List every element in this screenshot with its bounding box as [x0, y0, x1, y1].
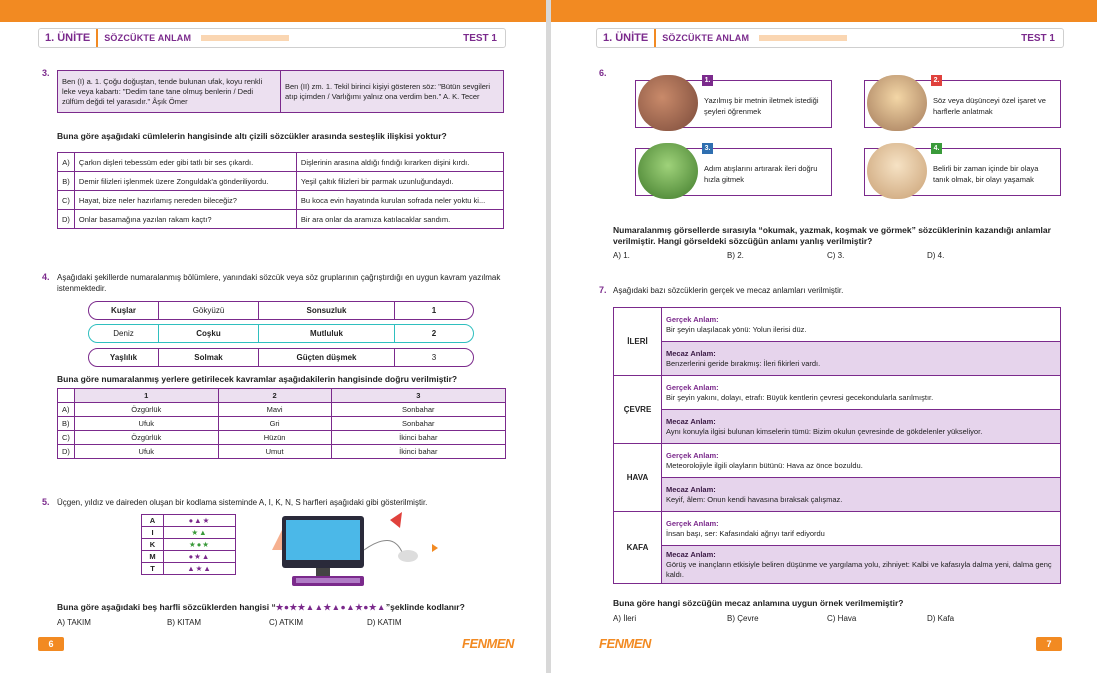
question-intro: Aşağıdaki bazı sözcüklerin gerçek ve mecaz anlamları verilmiştir. [613, 286, 844, 295]
pill-word: Güçten düşmek [259, 349, 395, 366]
question-stem: Buna göre numaralanmış yerlere getirilecek kavramlar aşağıdakilerin hangisinde doğru verilmiştir? [57, 374, 458, 384]
test-label: TEST 1 [1021, 32, 1055, 44]
page-number: 7 [1036, 637, 1062, 651]
option-sentence-b: Dişlerinin arasına aldığı fındığı kırarken dişini kırdı. [296, 153, 503, 172]
question-number: 3. [42, 68, 50, 78]
question-number: 5. [42, 497, 50, 507]
card-number: 2. [931, 75, 942, 86]
answer-option[interactable]: B) Çevre [727, 614, 759, 623]
pill-number: 2 [431, 329, 437, 338]
question-intro: Aşağıdaki şekillerde numaralanmış bölümlere, yanındaki sözcük veya söz gruplarının çağrıştırdığı en uygun kavram yazılmak istenmektedir. [57, 273, 501, 293]
figurative-meaning-cell [662, 546, 1061, 584]
page-number: 6 [38, 637, 64, 651]
page-header [38, 28, 506, 48]
option-cell: Ufuk [74, 417, 218, 431]
option-cell: Sonbahar [331, 417, 505, 431]
header-stripe [759, 35, 1011, 41]
code-symbols: ▲★▲ [164, 563, 236, 575]
left-page [0, 0, 546, 673]
definition-table [57, 70, 504, 113]
code-letter: K [142, 539, 164, 551]
option-label: B) [58, 417, 75, 431]
unit-label: 1. ÜNİTE [39, 29, 98, 47]
option-cell: Mavi [218, 403, 331, 417]
code-letter: T [142, 563, 164, 575]
answer-choices [613, 251, 1027, 260]
pill-word: Kuşlar [89, 302, 159, 319]
answer-option[interactable]: C) 3. [827, 251, 845, 260]
option-sentence-a: Onlar basamağına yazılan rakam kaçtı? [74, 210, 296, 229]
answer-option[interactable]: C) ATKIM [269, 618, 304, 627]
publisher-logo: FENMEN [599, 636, 651, 651]
figurative-meaning-cell [662, 342, 1061, 376]
test-label: TEST 1 [463, 32, 497, 44]
concept-pill-2 [88, 324, 474, 343]
pill-word: Sonsuzluk [259, 302, 395, 319]
option-label: D) [58, 445, 75, 459]
literal-title: Gerçek Anlam: [666, 314, 719, 324]
image-card-2 [864, 77, 1061, 128]
option-label: A) [58, 153, 75, 172]
figurative-meaning-cell [662, 410, 1061, 444]
option-label: C) [58, 431, 75, 445]
option-cell: Hüzün [218, 431, 331, 445]
option-row[interactable] [58, 445, 506, 459]
option-row[interactable] [58, 191, 504, 210]
option-label: A) [58, 403, 75, 417]
answer-choices [57, 618, 467, 627]
writing-photo [867, 75, 927, 131]
literal-text: İnsan başı, ser: Kafasındaki ağrıyı tarif ediyordu [666, 528, 825, 538]
option-sentence-a: Hayat, bize neler hazırlamış nereden bileceğiz? [74, 191, 296, 210]
figurative-meaning-cell [662, 478, 1061, 512]
pill-word: Yaşlılık [89, 349, 159, 366]
option-cell: Özgürlük [74, 403, 218, 417]
definition-ben-1: Ben (I) a. 1. Çoğu doğuştan, tende bulunan ufak, koyu renkli leke veya kabartı: "Dedim tane tane olmuş benlerin / Dedi zülfüm değdi tel yarasıdır." Âşık Ömer [58, 71, 281, 113]
option-row[interactable] [58, 417, 506, 431]
card-text: Belirli bir zaman içinde bir olaya tanık olmak, bir olayı yaşamak [933, 164, 1039, 184]
word-cell: ÇEVRE [614, 376, 662, 444]
card-number: 1. [702, 75, 713, 86]
question-stem: Buna göre hangi sözcüğün mecaz anlamına uygun örnek verilmemiştir? [613, 598, 904, 608]
literal-meaning-cell [662, 376, 1061, 410]
pill-number: 1 [431, 306, 437, 315]
word-cell: KAFA [614, 512, 662, 584]
stem-part: Buna göre aşağıdaki beş harfli sözcüklerden hangisi “ [57, 602, 276, 612]
option-cell: Sonbahar [331, 403, 505, 417]
option-label: B) [58, 172, 75, 191]
image-card-4 [864, 145, 1061, 196]
card-number: 4. [931, 143, 942, 154]
code-symbols: ★▲ [164, 527, 236, 539]
column-header: 3 [331, 389, 505, 403]
pill-word: Mutluluk [259, 325, 395, 342]
figurative-text: Aynı konuyla ilgisi bulunan kimselerin tümü: Bizim okulun çevresinde de gökdelenler yükseliyor. [666, 426, 983, 436]
question-number: 7. [599, 285, 607, 295]
code-letter: M [142, 551, 164, 563]
code-symbols: ★●★ [164, 539, 236, 551]
pill-word: Solmak [159, 349, 259, 366]
top-bar [551, 0, 1097, 22]
card-text: Adım atışlarını artırarak ileri doğru hızla gitmek [704, 164, 818, 184]
column-header: 2 [218, 389, 331, 403]
answer-option[interactable]: D) KATIM [367, 618, 402, 627]
option-cell: İkinci bahar [331, 431, 505, 445]
answer-option[interactable]: B) 2. [727, 251, 744, 260]
top-bar [0, 0, 546, 22]
answer-option[interactable]: A) İleri [613, 614, 637, 623]
image-card-1 [635, 77, 832, 128]
pill-word: Gökyüzü [159, 302, 259, 319]
literal-text: Bir şeyin ulaşılacak yönü: Yolun ilerisi düz. [666, 324, 807, 334]
stem-part: ”şeklinde kodlanır? [385, 602, 465, 612]
stem-code: ★●★★▲▲★▲●▲★●★▲ [275, 602, 386, 612]
card-number: 3. [702, 143, 713, 154]
option-row[interactable] [58, 403, 506, 417]
header-stripe [201, 35, 453, 41]
literal-meaning-cell [662, 512, 1061, 546]
option-cell: İkinci bahar [331, 445, 505, 459]
code-table [141, 514, 236, 575]
unit-subtitle: SÖZCÜKTE ANLAM [104, 33, 192, 43]
option-row[interactable] [58, 172, 504, 191]
figurative-title: Mecaz Anlam: [666, 348, 716, 358]
answer-choices [613, 614, 1027, 623]
question-stem: Numaralanmış görsellerde sırasıyla “okumak, yazmak, koşmak ve görmek” sözcüklerinin kazandığı anlamlar verilmiştir. Hangi görseldeki sözcüğün anlamı yanlış verilmiştir? [613, 225, 1051, 246]
unit-subtitle: SÖZCÜKTE ANLAM [662, 33, 750, 43]
answer-option[interactable]: D) Kafa [927, 614, 955, 623]
literal-text: Meteorolojiyle ilgili olayların bütünü: Hava az önce bozuldu. [666, 460, 863, 470]
question-number: 6. [599, 68, 607, 78]
answer-option[interactable]: C) Hava [827, 614, 857, 623]
option-sentence-a: Çarkın dişleri tebessüm eder gibi tatlı bir ses çıkardı. [74, 153, 296, 172]
running-photo [638, 143, 698, 199]
word-cell: HAVA [614, 444, 662, 512]
figurative-text: Görüş ve inançların etkisiyle beliren düşünme ve yargılama yolu, zihniyet: Kalbi ve kafasıyla dalma yeni, dalma genç kaldı. [666, 559, 1052, 579]
code-symbols: ●▲★ [164, 515, 236, 527]
code-letter: I [142, 527, 164, 539]
option-cell: Özgürlük [74, 431, 218, 445]
reading-photo [638, 75, 698, 131]
code-letter: A [142, 515, 164, 527]
meaning-table [613, 307, 1061, 584]
figurative-title: Mecaz Anlam: [666, 549, 716, 559]
answer-option[interactable]: A) 1. [613, 251, 630, 260]
corner-cell [58, 389, 75, 403]
code-symbols: ●★▲ [164, 551, 236, 563]
figurative-text: Benzerlerini geride bırakmış: İleri fikirleri vardı. [666, 358, 821, 368]
option-sentence-b: Bir ara onlar da aramıza katılacaklar sandım. [296, 210, 503, 229]
column-header: 1 [74, 389, 218, 403]
computer-illustration [262, 510, 442, 592]
option-row[interactable] [58, 210, 504, 229]
question-stem [57, 602, 517, 613]
question-number: 4. [42, 272, 50, 282]
unit-label: 1. ÜNİTE [597, 29, 656, 47]
option-cell: Umut [218, 445, 331, 459]
q4-options-table [57, 388, 506, 459]
literal-title: Gerçek Anlam: [666, 518, 719, 528]
option-sentence-b: Yeşil çaltık filizleri bir parmak uzunluğundaydı. [296, 172, 503, 191]
option-row[interactable] [58, 431, 506, 445]
literal-title: Gerçek Anlam: [666, 450, 719, 460]
page-header [596, 28, 1064, 48]
answer-option[interactable]: A) TAKIM [57, 618, 91, 627]
card-text: Söz veya düşünceyi özel işaret ve harflerle anlatmak [933, 96, 1046, 116]
option-sentence-b: Bu koca evin hayatında kurulan sofrada neler yoktu ki... [296, 191, 503, 210]
option-row[interactable] [58, 153, 504, 172]
literal-text: Bir şeyin yakını, dolayı, etrafı: Büyük kentlerin çevresi gecekondularla sarılmıştır. [666, 392, 934, 402]
literal-title: Gerçek Anlam: [666, 382, 719, 392]
question-stem: Buna göre aşağıdaki cümlelerin hangisinde altı çizili sözcükler arasında sesteşlik ilişkisi yoktur? [57, 131, 447, 141]
image-card-3 [635, 145, 832, 196]
concept-pill-1 [88, 301, 474, 320]
option-cell: Gri [218, 417, 331, 431]
pill-word: Deniz [89, 325, 159, 342]
word-cell: İLERİ [614, 308, 662, 376]
option-cell: Ufuk [74, 445, 218, 459]
option-label: C) [58, 191, 75, 210]
figurative-title: Mecaz Anlam: [666, 416, 716, 426]
q3-options-table [57, 152, 504, 229]
literal-meaning-cell [662, 444, 1061, 478]
question-intro: Üçgen, yıldız ve daireden oluşan bir kodlama sisteminde A, I, K, N, S harfleri aşağıdaki gibi gösterilmiştir. [57, 498, 428, 507]
pill-number: 3 [431, 353, 437, 362]
option-label: D) [58, 210, 75, 229]
card-text: Yazılmış bir metnin iletmek istediği şeyleri öğrenmek [704, 96, 819, 116]
concept-pill-3 [88, 348, 474, 367]
literal-meaning-cell [662, 308, 1061, 342]
answer-option[interactable]: D) 4. [927, 251, 945, 260]
publisher-logo: FENMEN [462, 636, 514, 651]
option-sentence-a: Demir filizleri işlenmek üzere Zonguldak'a gönderiliyordu. [74, 172, 296, 191]
definition-ben-2: Ben (II) zm. 1. Tekil birinci kişiyi gösteren söz: "Bütün sevgileri atıp içimden / Varlığımı yalnız ona verdim ben." A. K. Tecer [281, 71, 504, 113]
answer-option[interactable]: B) KITAM [167, 618, 202, 627]
figurative-title: Mecaz Anlam: [666, 484, 716, 494]
pill-word: Coşku [159, 325, 259, 342]
seeing-photo [867, 143, 927, 199]
figurative-text: Keyif, âlem: Onun kendi havasına bıraksak çalışmaz. [666, 494, 843, 504]
